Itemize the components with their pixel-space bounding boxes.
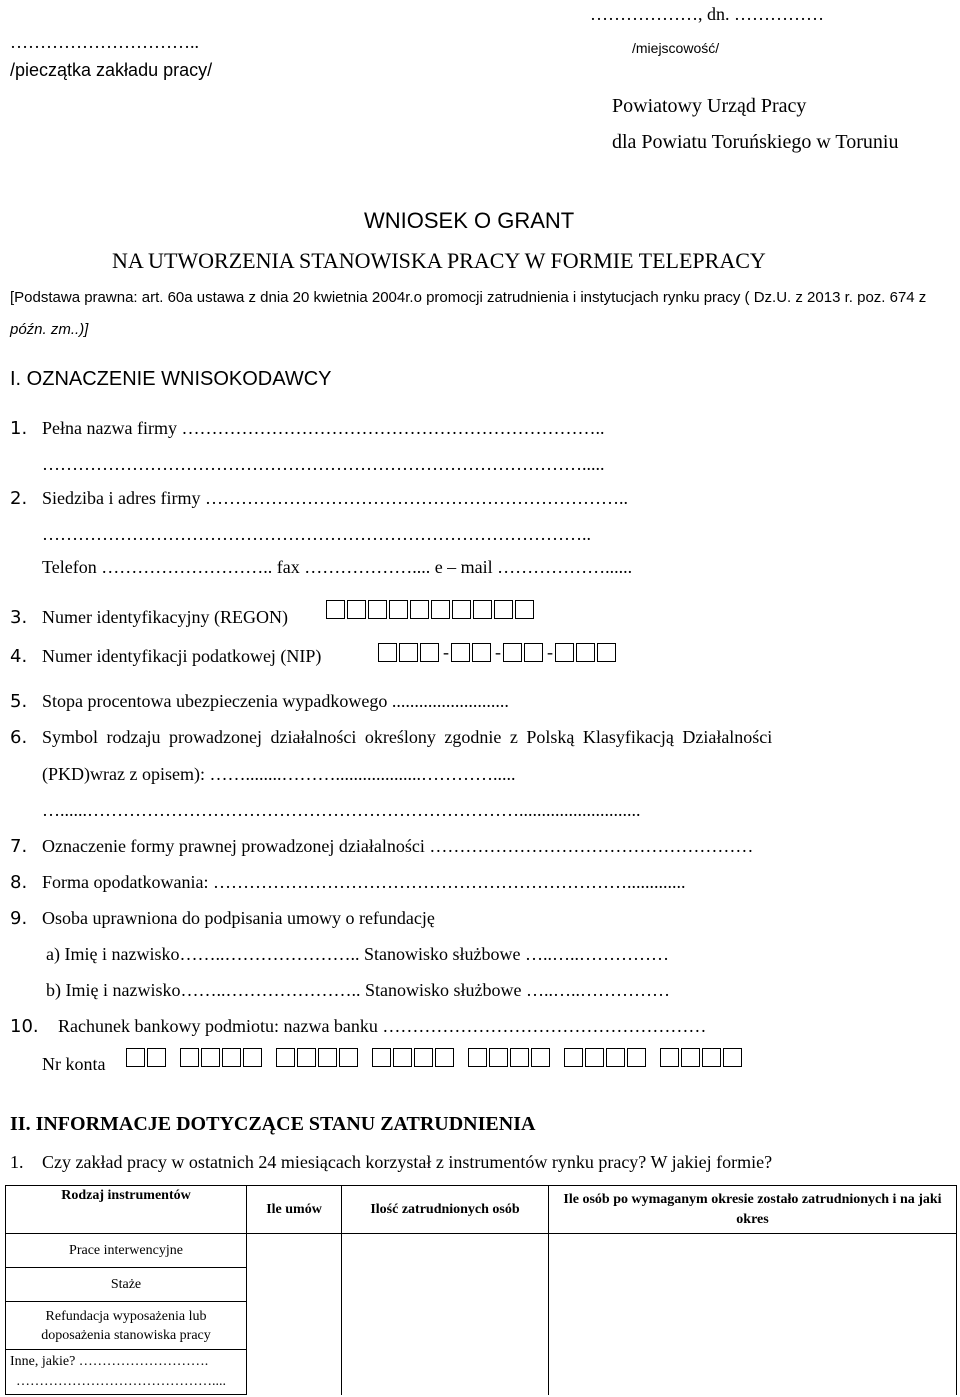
recipient-line1: Powiatowy Urząd Pracy [612,95,807,117]
regon-digit-box[interactable] [452,600,471,619]
regon-digit-box[interactable] [494,600,513,619]
table-row-label: Prace interwencyjne [6,1234,247,1268]
other-line-2: …………………………………….... [16,1374,226,1389]
nip-separator: - [547,642,553,662]
date-line: ………………, dn. …………… [590,4,824,24]
regon-digit-box[interactable] [410,600,429,619]
item-2-contact: Telefon ……………………….. fax ……………….... e – mail ………………...... [42,557,633,577]
item-1-continuation: ………………………………………………………………………………..... [42,454,605,474]
account-label: Nr konta [42,1054,106,1074]
account-digit-box[interactable] [147,1048,166,1067]
account-digit-box[interactable] [702,1048,721,1067]
regon-digit-box[interactable] [368,600,387,619]
regon-boxes[interactable] [326,600,536,619]
item-9b-signatory: b) Imię i nazwisko……..………………….. Stanowisko służbowe …..…..…………… [46,980,670,1000]
table-cell[interactable] [247,1234,342,1268]
nip-digit-box[interactable] [451,643,470,662]
stamp-dots: ………………………….. [10,32,199,52]
table-cell[interactable] [342,1302,549,1350]
item-8-label: Forma opodatkowania: ……………………………………………………………............. [42,872,686,892]
table-header-contracts: Ile umów [247,1186,342,1234]
account-digit-box[interactable] [489,1048,508,1067]
place-label: /miejscowość/ [632,40,720,56]
item-9-number: 9. [10,908,28,929]
table-cell[interactable] [549,1234,957,1268]
nip-digit-box[interactable] [503,643,522,662]
account-digit-box[interactable] [564,1048,583,1067]
legal-basis-line1: [Podstawa prawna: art. 60a ustawa z dnia 20 kwietnia 2004r.o promocji zatrudnienia i instytucjach rynku pracy ( Dz.U. z 2013 r. poz. 674 z [10,289,927,306]
account-digit-box[interactable] [276,1048,295,1067]
table-cell[interactable] [549,1268,957,1302]
item-8-number: 8. [10,872,28,893]
account-digit-box[interactable] [468,1048,487,1067]
nip-digit-box[interactable] [399,643,418,662]
item-7-label: Oznaczenie formy prawnej prowadzonej działalności ……………………………………………… [42,836,754,856]
account-digit-box[interactable] [180,1048,199,1067]
nip-digit-box[interactable] [555,643,574,662]
table-cell[interactable] [342,1268,549,1302]
regon-digit-box[interactable] [389,600,408,619]
item-5-number: 5. [10,691,28,712]
item-6-continuation-1: (PKD)wraz z opisem): ……........………...................…………..... [42,764,516,784]
regon-digit-box[interactable] [431,600,450,619]
account-digit-box[interactable] [222,1048,241,1067]
recipient-line2: dla Powiatu Toruńskiego w Toruniu [612,131,899,153]
nip-digit-box[interactable] [576,643,595,662]
other-line-1: Inne, jakie? ………………………. [10,1354,209,1369]
item-6-label: Symbol rodzaju prowadzonej działalności określony zgodnie z Polską Klasyfikacją Działalności [42,727,773,747]
account-number-boxes[interactable] [126,1048,744,1067]
document-title: WNIOSEK O GRANT [364,208,575,233]
account-digit-box[interactable] [201,1048,220,1067]
item-7-number: 7. [10,836,28,857]
account-digit-box[interactable] [681,1048,700,1067]
account-digit-box[interactable] [531,1048,550,1067]
account-digit-box[interactable] [606,1048,625,1067]
legal-basis-line2: późn. zm..)] [10,321,89,338]
account-digit-box[interactable] [435,1048,454,1067]
nip-separator: - [443,642,449,662]
account-digit-box[interactable] [510,1048,529,1067]
table-header-employed: Ilość zatrudnionych osób [342,1186,549,1234]
table-cell[interactable] [549,1302,957,1350]
account-digit-box[interactable] [627,1048,646,1067]
table-row-label: Refundacja wyposażenia lub doposażenia stanowiska pracy [6,1302,247,1350]
regon-digit-box[interactable] [515,600,534,619]
table-cell[interactable] [342,1234,549,1268]
item-2-label: Siedziba i adres firmy …………………………………………………………….. [42,488,628,508]
account-digit-box[interactable] [414,1048,433,1067]
item-9a-signatory: a) Imię i nazwisko……..………………….. Stanowisko służbowe …..…..…………… [46,944,669,964]
account-digit-box[interactable] [126,1048,145,1067]
document-subtitle: NA UTWORZENIA STANOWISKA PRACY W FORMIE TELEPRACY [112,248,766,273]
nip-digit-box[interactable] [524,643,543,662]
table-cell[interactable] [342,1350,549,1395]
table-row-label: Staże [6,1268,247,1302]
item-9-label: Osoba uprawniona do podpisania umowy o refundację [42,908,435,928]
item-3-label: Numer identyfikacyjny (REGON) [42,607,288,627]
account-digit-box[interactable] [393,1048,412,1067]
table-row-other[interactable] [6,1350,247,1395]
account-digit-box[interactable] [318,1048,337,1067]
table-header-retained: Ile osób po wymaganym okresie zostało zatrudnionych i na jaki okres [549,1186,957,1234]
table-cell[interactable] [549,1350,957,1395]
table-cell[interactable] [247,1302,342,1350]
section-1-heading: I. OZNACZENIE WNISOKODAWCY [10,368,332,390]
account-digit-box[interactable] [372,1048,391,1067]
item-2-continuation: ……………………………………………………………………………….. [42,524,591,544]
account-digit-box[interactable] [723,1048,742,1067]
table-cell[interactable] [247,1268,342,1302]
item-5-label: Stopa procentowa ubezpieczenia wypadkowego .......................... [42,691,509,711]
item-2-number: 2. [10,488,28,509]
account-digit-box[interactable] [660,1048,679,1067]
nip-digit-box[interactable] [420,643,439,662]
stamp-label: /pieczątka zakładu pracy/ [10,60,213,80]
section-2-heading: II. INFORMACJE DOTYCZĄCE STANU ZATRUDNIENIA [10,1113,536,1135]
account-digit-box[interactable] [243,1048,262,1067]
regon-digit-box[interactable] [347,600,366,619]
regon-digit-box[interactable] [326,600,345,619]
question-1-text: Czy zakład pracy w ostatnich 24 miesiącach korzystał z instrumentów rynku pracy? W jakiej formie? [42,1152,773,1172]
item-10-label: Rachunek bankowy podmiotu: nazwa banku ……………………………………………… [58,1016,707,1036]
item-1-number: 1. [10,418,28,439]
nip-digit-box[interactable] [472,643,491,662]
question-1-number: 1. [10,1152,24,1172]
regon-digit-box[interactable] [473,600,492,619]
item-1-label: Pełna nazwa firmy …………………………………………………………….. [42,418,605,438]
nip-digit-box[interactable] [378,643,397,662]
instruments-table [5,1185,957,1395]
nip-digit-box[interactable] [597,643,616,662]
item-6-continuation-2: …......………………………………………………………………........................... [42,800,641,820]
table-cell[interactable] [247,1350,342,1395]
account-digit-box[interactable] [297,1048,316,1067]
item-10-number: 10. [10,1016,39,1037]
nip-separator: - [495,642,501,662]
item-4-number: 4. [10,646,28,667]
table-header-instrument: Rodzaj instrumentów [6,1186,247,1234]
account-digit-box[interactable] [339,1048,358,1067]
item-3-number: 3. [10,607,28,628]
item-4-label: Numer identyfikacji podatkowej (NIP) [42,646,322,666]
nip-boxes[interactable] [378,642,618,663]
item-6-number: 6. [10,727,28,748]
account-digit-box[interactable] [585,1048,604,1067]
